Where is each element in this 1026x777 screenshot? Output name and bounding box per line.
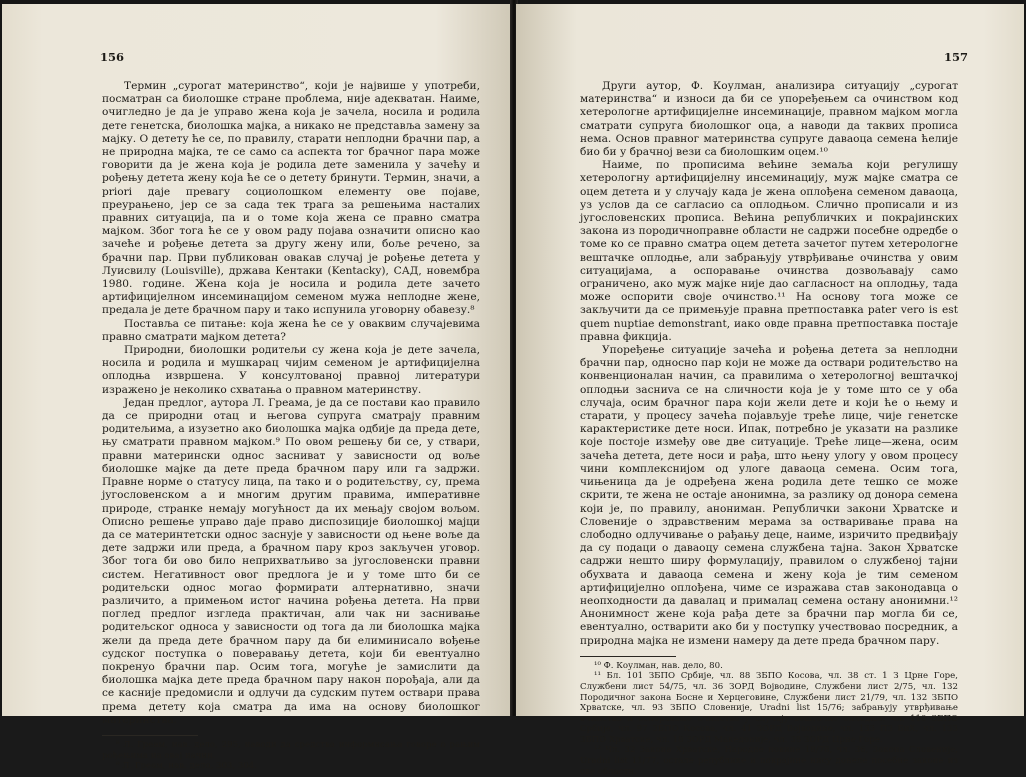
footnote-rule xyxy=(580,656,676,657)
left-page-body xyxy=(102,80,480,772)
footnote-rule xyxy=(102,735,198,736)
paragraph: Упоређење ситуације зачећа и рођења детета за неплодни брачни пар, односно пар који не може да оствари родитељство на конвенционалан начин, са правилима о хетерологној вештачкој оплодњи засниva се на сличности која је у томе што се у оба случаја, осим брачног пара који жели дете и који ће о њему и старати, у процесу зачећа појављује треће лице, чије генетске карактеристике дете носи. Ипак, потребно је указати на разлике које постоје између ове две ситуације. Треће лице—жена, осим зачећа детета, дете носи и рађа, што њену улогу у овом процесу чини комплекснијом од улоге даваоца семена. Осим тога, чињеница да је одређена жена родила дете тешко се може скрити, те жена не остаје анонимна, за разлику од донора семена који је, по правилу, анониман. Републички закони Хрватске и Словеније о здравственим мерама за остваривање права на слободно одлучивање о рађању деце, наиме, изричито предвиђају да су подаци о даваоцу семена службена тајна. Закон Хрватске садржи нешто ширу формулацију, правилом о службеној тајни обухвата и даваоца семена и жену која је тим семеном артифицијелно оплођена, чиме се изражава став законодавца о неопходности да давалац и прималац семена остану анонимни.¹² Анонимност жене која рађа дете за брачни пар могла би се, евентуално, остварити ако би у поступку учествовао посредник, а природна мајка не измени намеру да дете преда брачном пару. xyxy=(580,344,958,647)
footnote: ¹⁰ Ф. Коулман, нав. дело, 80. xyxy=(594,660,723,671)
page-number-right: 157 xyxy=(943,50,968,64)
right-page xyxy=(516,4,1024,777)
paragraph: Други аутор, Ф. Коулман, анализира ситуацију „сурогат материнства“ и износи да би се упоређењем са очинством код хетерологне артифицијелне инсеминације, правном мајком могла сматрати супруга биолошког оца, а наводи да таквих прописа нема. Основ правног материнства супруге даваоца семена ћелије био би у брачној вези са биолошким оцем.¹⁰ xyxy=(580,80,958,159)
footnote: ¹¹ Бл. 101 ЗБПО Србије, чл. 88 ЗБПО Косова, чл. 38 ст. 1 З Црне Горе, Службени лист 54/75, чл. 36 ЗОРД Војводине, Службени лист 2/75, чл. 132 Породичног закона Босне и Херцеговине, Службени лист 21/79, чл. 132 ЗБПО Хрватске, чл. 93 ЗБПО Словеније, Uradni list 15/76; забрањују утврђивање очинства и оспоравање очинства у случају вештачке оплодње: чл. 110 ЗБПО Србије, чл. 97 ЗБПО Косова, чл. 41 ЗОРД Војводине, чл. 133 ПЗ БиХ, чл. 133 ЗБПО Хрватске, чл. 18 ЗОРД Македоније, чл. 38 ЗОРД Црне Горе. xyxy=(580,671,958,745)
footnote: ⁸ Л. Греам, нав. дело, 295, наводи да средства информисања говоре о рањим рођењима на овај начин. xyxy=(102,739,480,761)
page-number-left: 156 xyxy=(100,50,125,64)
left-page xyxy=(2,4,512,772)
paragraph: Наиме, по прописима већине земаља који регулишу хетерологну артифицијелну инсеминацију, муж мајке сматра се оцем детета и у случају када је жена оплођена семеном даваоца, уз услов да се сагласио са оплодњом. Слично прописали и из југословенских прописа. Већина републичких и покрајинских закона из породичноправне области не садржи посебне одредбе о томе ко се правно сматра оцем детета зачетог путем хетерологне вештачке оплодње, али забрањују утврђивање очинства у овим ситуацијама, а оспоравање очинства дозвољавају само ограничено, ако муж мајке није дао сагласност на оплодњу, тада може оспорити своје очинство.¹¹ На основу тога може се закључити да се примењује правна претпоставка pater vero is est quem nuptiae demonstrant, иако овде правна претпоставка постаје правна фикција. xyxy=(580,159,958,343)
paragraph: Један предлог, аутора Л. Греама, је да се постави као правило да се природни отац и његова супруга сматрају правним родитељима, а изузетно ако биолошка мајка одбије да преда дете, њу сматрати правном мајком.⁹ По овом решењу би се, у ствари, правни матерински однос засниват у зависности од воље биолошке мајке да дете преда брачном пару или га задржи. Правне норме о статусу лица, па тако и о родитељству, су, према југословенском а и многим другим правима, императивне природе, странке немају могућност да их мењају својом вољом. Описно решење управо даје право диспозиције биолошкој мајци да се материнтетски однос заснује у зависности од њене воље да дете задржи или преда, а брачном пару кроз закључен уговор. Због тога би ово било неприхватљиво за југословенски правни систем. Негативност овог предлога је и у томе што би се родитељски однос могао формирати алтернативно, значи различито, а примењом истог начина рођења детета. На први поглед предлог изгледа практичан, али чак ни заснивање родитељског односа у зависности од тога да ли биолошка мајка жели да преда дете брачном пару да би елиминисало вођење судског поступка о поверавању детета, који би евентуално покренуо брачни пар. Осим тога, могуће је замислити да биолошка мајка дете преда брачном пару након порођаја, али да се касније предомисли и одлучи да судским путем оствари права према детету која сматра да има на основу биолошког материнства. xyxy=(102,396,480,726)
paragraph: Поставља се питање: која жена ће се у оваквим случајевима правно сматрати мајком детета? xyxy=(102,317,480,343)
paragraph: Термин „сурогат материнство“, који је највише у употреби, посматран са биолошке стране проблема, није адекватан. Наиме, очигледно је да је управо жена која је зачела, носила и родила дете генетска, биолошка мајка, а никако не представља замену за мајку. О детету ће се, по правилу, старати неплодни брачни пар, а не природна мајка, те се само са аспекта тог брачног пара може говорити да је жена која је родила дете заменила у зачећу и рођењу детета жену која ће се о детету бринути. Термин, значи, а priori даје превагу социолошком елементу ове појаве, преурањено, јер се за сада тек трага за решењима насталих правних ситуација, па и о томе која жена се правно сматра мајком. Због тога ће се у овом раду појава означити описно као зачеће и рођење детета за другу жену или, боље речено, за брачни пар. Први публикован овакав случај је рођење детета у Луисвилу (Louisville), држава Кентаки (Kentacky), САД, новембра 1980. године. Жена која је носила и родила дете зачето артифицијелном инсеминацијом семеном мужа неплодне жене, предала је дете брачном пару и тако испунила уговорну обавезу.⁸ xyxy=(102,80,480,317)
right-page-body xyxy=(580,80,958,777)
footnote: ⁹ Л. Греам, нав. дело, 303, 304. xyxy=(116,761,257,772)
footnote: ¹² Чл. 32 Закона Хрватске, Народне новине 18/78, чл. 36, Закона Словеније, Uradni list 11/77, остале републике и покрајине нису донеле посебне законе из ове области. xyxy=(580,745,958,777)
paragraph: Природни, биолошки родитељи су жена која је дете зачела, носила и родила и мушкарац чијим семеном је артифицијелна оплодња извршена. У консултованој правној литератури изражено је неколико схватања о правном материнству. xyxy=(102,344,480,396)
footnotes-left xyxy=(102,740,480,772)
footnotes-right xyxy=(580,661,958,777)
